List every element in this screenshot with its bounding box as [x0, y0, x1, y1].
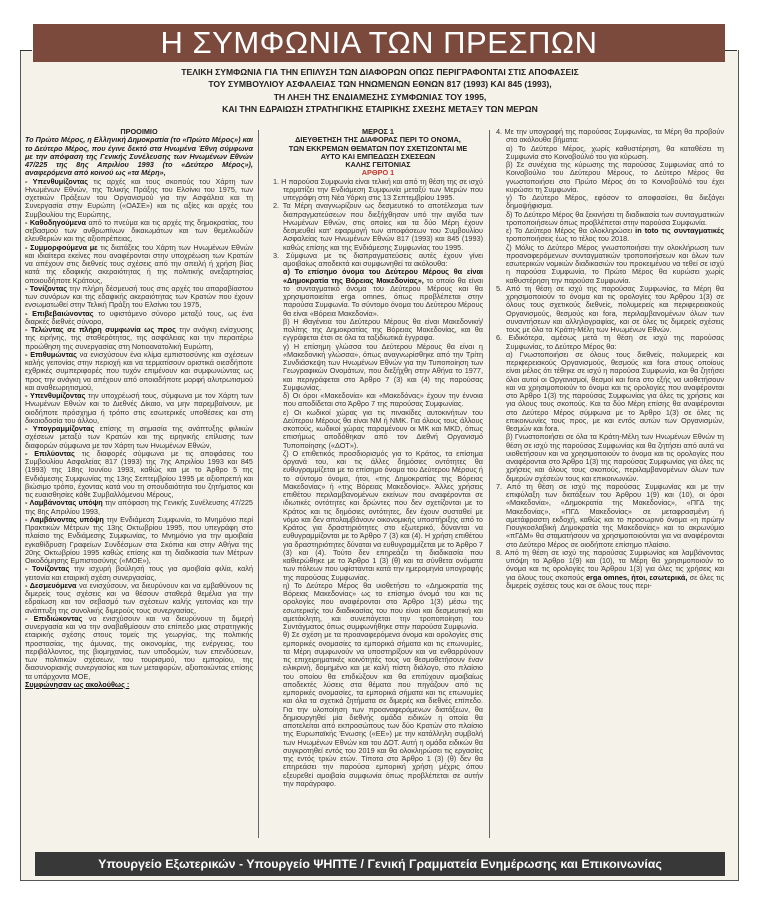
part-heading: ΚΑΛΗΣ ΓΕΙΤΟΝΙΑΣ [345, 160, 411, 169]
subtitle-line: ΚΑΙ ΤΗΝ ΕΔΡΑΙΩΣΗ ΣΤΡΑΤΗΓΙΚΗΣ ΕΤΑΙΡΙΚΗΣ ΣΧΕΣΗΣ ΜΕΤΑΞΥ ΤΩΝ ΜΕΡΩΝ [222, 104, 538, 115]
subtitle-line: ΤΟΥ ΣΥΜΒΟΥΛΙΟΥ ΑΣΦΑΛΕΙΑΣ ΤΩΝ ΗΝΩΜΕΝΩΝ ΕΘΝΩΝ 817 (1993) ΚΑΙ 845 (1993), [208, 79, 552, 90]
preamble-clause [25, 392, 253, 425]
preamble-clause [25, 351, 253, 392]
clause-lead: - Τονίζοντας [25, 564, 70, 574]
article-item: 4. Με την υπογραφή της παρούσας Συμφωνίας, τα Μέρη θα προβούν στα ακόλουθα βήματα: [496, 127, 724, 145]
preamble-clause [25, 219, 253, 244]
clause-text: την ανάγκη ενίσχυσης της ειρήνης, της σταθερότητας, της ασφάλειας και την περαιτέρω προώθηση της συνεργασίας στη Νοτιοανατολική Ευρώπη, [25, 325, 253, 351]
agreed-statement: Συμφώνησαν ως ακολούθως : [25, 679, 130, 689]
clause-text: τις αρχές και τους σκοπούς του Χάρτη των Ηνωμένων Εθνών, της Τελικής Πράξης του Ελσίνκι του 1975, των σχετικών Πράξεων του Οργανισμού για την Ασφάλεια και τη Συνεργασία στην Ευρώπη («ΟΑΣΕ») και τις αξίες και αρχές του Συμβουλίου της Ευρώπης, [25, 176, 253, 219]
article-subitem [273, 268, 483, 318]
clause-lead: - Συμμορφούμενα με [25, 242, 98, 252]
subitem-text: το οποίο θα είναι το συνταγματικό όνομα του Δεύτερου Μέρους και θα χρησιμοποιείται erga omnes, όπως προβλέπεται στην παρούσα Συμφωνία. Το σύντομο όνομα του Δεύτερου Μέρους θα είναι «Βόρεια Μακεδονία». [283, 275, 483, 318]
article-subitem: γ) Η επίσημη γλώσσα του Δεύτερου Μέρους θα είναι η «Μακεδονική γλώσσα», όπως αναγνωρίσθηκε από την Τρίτη Συνδιάσκεψη των Ηνωμένων Εθνών για την Τυποποίηση των Γεωγραφικών Ονομάτων, που διεξήχθη στην Αθήνα το 1977, και περιγράφεται στο Άρθρο 7 (3) και (4) της παρούσας Συμφωνίας. [283, 341, 483, 392]
article-subitem: η) Το Δεύτερο Μέρος θα υιοθετήσει το «Δημοκρατία της Βόρειας Μακεδονίας» ως το επίσημο όνομά του και τις ορολογίες που αναφέρονται στο Άρθρο 1(3) μέσω της εσωτερικής του διαδικασίας του που είναι και δεσμευτική και αμετάκλητη, και συνεπάγεται την τροποποίηση του Συντάγματος όπως συμφωνήθηκε στην παρούσα Συμφωνία. [283, 580, 483, 631]
article-item: 7. Από τη θέση σε ισχύ της παρούσας Συμφωνίας και με την επιφύλαξη των διατάξεων του Άρθρου 1(9) και (10), οι όροι «Μακεδονία», «Δημοκρατία της Μακεδονίας», «ΠΓΔ της Μακεδονίας», «ΠΓΔ Μακεδονίας» σε μεταφρασμένη ή αμετάφραστη εκδοχή, καθώς και το προσωρινό όνομα «η πρώην Γιουγκοσλαβική Δημοκρατία της Μακεδονίας» και το ακρωνύμιο «πΓΔΜ» θα σταματήσουν να χρησιμοποιούνται για να αναφέρονται στο Δεύτερο Μέρος σε οιοδήποτε επίσημο πλαίσιο. [496, 481, 724, 549]
article-subitem: β) Σε συνέχεια της κύρωσης της παρούσας Συμφωνίας από το Κοινοβούλιο του Δεύτερου Μέρους, το Δεύτερο Μέρος θα γνωστοποιήσει στο Πρώτο Μέρος ότι το Κοινοβούλιό του έχει κυρώσει τη Συμφωνία. [506, 160, 724, 194]
article-subitem: γ) Το Δεύτερο Μέρος, εφόσον το αποφασίσει, θα διεξάγει δημοψήφισμα. [506, 193, 724, 211]
clause-lead: - Τελώντας σε πλήρη συμφωνία ως προς [25, 325, 176, 334]
part-heading: ΜΕΡΟΣ 1 [362, 127, 394, 136]
subitem-text: τροποποιήσεις έως το τέλος του 2018. [506, 234, 630, 244]
preamble-clause [25, 499, 253, 516]
clause-lead: - Επιλύοντας [25, 448, 75, 458]
preamble-column [25, 128, 253, 689]
part-heading: ΔΙΕΥΘΕΤΗΣΗ ΤΗΣ ΔΙΑΦΟΡΑΣ ΠΕΡΙ ΤΟ ΟΝΟΜΑ, [295, 135, 461, 145]
item-text: 8. Από τη θέση σε ισχύ της παρούσας Συμφωνίας και λαμβάνοντας υπόψη το Άρθρο 1(9) και (10), τα Μέρη θα χρησιμοποιούν το όνομα και τις ορολογίες του Άρθρου 1(3) για όλες τις χρήσεις και για όλους τους σκοπούς [496, 547, 724, 582]
clause-text: την υποχρέωσή τους, σύμφωνα με τον Χάρτη των Ηνωμένων Εθνών και το Διεθνές Δίκαιο, να μην παρεμβαίνουν, με οιοδήποτε πρόσχημα ή τρόπο στις εσωτερικές υποθέσεις και στη δικαιοδοσία του άλλου, [25, 391, 253, 425]
preamble-clause [25, 565, 253, 582]
clause-lead: - Καθοδηγούμενα [25, 217, 86, 227]
subitem-bold: in toto τις συνταγματικές [635, 226, 724, 235]
article-item: 2. Τα Μέρη αναγνωρίζουν ως δεσμευτικό το αποτέλεσμα των διαπραγματεύσεων που διεξήχθησαν υπό την αιγίδα των Ηνωμένων Εθνών, στις οποίες και τα δύο Μέρη έχουν δεσμευθεί κατ' εφαρμογή των αποφάσεων του Συμβουλίου Ασφαλείας των Ηνωμένων Εθνών 817 (1993) και 845 (1993) καθώς επίσης και της Ενδιάμεσης Συμφωνίας του 1995. [273, 201, 483, 252]
article-subitem: ζ) Μόλις το Δεύτερο Μέρος γνωστοποιήσει την ολοκλήρωση των προαναφερόμενων συνταγματικών τροποποιήσεων και όλων των εσωτερικών νομικών διαδικασιών του προκειμένου να τεθεί σε ισχύ η παρούσα Συμφωνία, το Πρώτο Μέρος θα κυρώσει χωρίς καθυστέρηση την παρούσα Συμφωνία. [506, 242, 724, 285]
column-divider [489, 130, 490, 838]
part1-column [273, 128, 483, 788]
part-heading: ΑΥΤΟ ΚΑΙ ΕΜΠΕΔΩΣΗ ΣΧΕΣΕΩΝ [320, 151, 436, 161]
clause-lead: - Λαμβάνοντας υπόψη [25, 514, 104, 524]
preamble-clause [25, 178, 253, 219]
clause-lead: - Επιβεβαιώνοντας [25, 308, 94, 318]
frame-corner-left [20, 50, 32, 51]
preamble-clause [25, 615, 253, 681]
clause-text: τις διαφορές σύμφωνα με τις αποφάσεις του Συμβουλίου Ασφαλείας 817 (1993) της 7ης Απριλίου 1993 και 845 (1993) της 18ης Ιουνίου 1993, καθώς και με το Άρθρο 5 της Ενδιάμεσης Συμφωνίας της 13ης Σεπτεμβρίου 1995 με αξιοπρεπή και βιώσιμο τρόπο, έχοντας κατά νου τη σπουδαιότητα του ζητήματος και τις ευαισθησίες κάθε Συμβαλλόμενου Μέρους, [25, 448, 253, 499]
clause-text: το υφιστάμενο σύνορο μεταξύ τους, ως ένα διαρκές διεθνές σύνορο, [25, 308, 253, 326]
preamble-clause [25, 425, 253, 450]
clause-text: την απόφαση της Γενικής Συνέλευσης 47/225 της 8ης Απριλίου 1993, [25, 498, 253, 516]
clause-text: να ενισχύσουν ένα κλίμα εμπιστοσύνης και σχέσεων καλής γειτονίας στην περιοχή και να τερματίσουν οριστικά οιεσδήποτε εχθρικές συμπεριφορές που τυχόν επιμένουν και συμφωνώντας ως προς την ανάγκη να απέχουν από οποιαδήποτε μορφή αλυτρωτισμού και αναθεωρητισμού, [25, 349, 253, 392]
clause-text: να ενισχύσουν και να διευρύνουν τη διμερή συνεργασία και να την αναβαθμίσουν στο επίπεδο μιας στρατηγικής εταιρικής σχέσης στους τομείς της γεωργίας, της πολιτικής προστασίας, της άμυνας, της οικονομίας, της ενέργειας, του περιβάλλοντος, της βιομηχανίας, των υποδομών, των επενδύσεων, των πολιτικών σχέσεων, του τουρισμού, του εμπορίου, της διασυνοριακής συνεργασίας και των μεταφορών, αξιοποιώντας επίσης τα υπάρχοντα ΜΟΕ, [25, 613, 254, 681]
clause-lead: - Υπενθυμίζοντας [25, 176, 89, 186]
footer-ministries: Υπουργείο Εξωτερικών - Υπουργείο ΨΗΠΤΕ / Γενική Γραμματεία Ενημέρωσης και Επικοινωνίας [35, 852, 725, 876]
clause-lead: - Δεσμευόμενα [25, 580, 77, 590]
article-item: 5. Από τη θέση σε ισχύ της παρούσας Συμφωνίας, τα Μέρη θα χρησιμοποιούν το όνομα και τις ορολογίες του Άρθρου 1(3) σε όλους τους σχετικούς διεθνείς, πολυμερείς και περιφερειακούς Οργανισμούς, θεσμούς και fora, περιλαμβανομένων όλων των συναντήσεων και αλληλογραφίας, και σε όλες τις διμερείς σχέσεις τους με όλα τα Κράτη-Μέλη των Ηνωμένων Εθνών. [496, 283, 724, 334]
clause-lead: - Λαμβάνοντας υπόψη [25, 498, 103, 508]
document-subtitle [40, 66, 720, 116]
preamble-clause [25, 310, 253, 327]
clause-lead: - Επιδιώκοντας [25, 613, 83, 623]
preamble-clause [25, 582, 253, 615]
article-subitem: β) Η ιθαγένεια του Δεύτερου Μέρους θα είναι Μακεδονική/πολίτης της Δημοκρατίας της Βόρειας Μακεδονίας, και θα εγγράφεται έτσι σε όλα τα ταξιδιωτικά έγγραφα. [283, 316, 483, 343]
column-divider [258, 130, 259, 838]
article-subitem: α) Το Δεύτερο Μέρος, χωρίς καθυστέρηση, θα καταθέσει τη Συμφωνία στο Κοινοβούλιό του για κύρωση. [506, 143, 724, 161]
article-subitem: δ) Το Δεύτερο Μέρος θα ξεκινήσει τη διαδικασία των συνταγματικών τροποποιήσεων όπως προβλέπεται στην παρούσα Συμφωνία. [506, 209, 724, 227]
article-subitem: δ) Οι όροι «Μακεδονία» και «Μακεδόνας» έχουν την έννοια που αποδίδεται στο Άρθρο 7 της παρούσας Συμφωνίας. [283, 391, 483, 409]
clause-text: την πλήρη δέσμευσή τους στις αρχές του απαραβίαστου των συνόρων και της εδαφικής ακεραιότητας των Κρατών που έχουν ενσωματωθεί στην Τελική Πράξη του Ελσίνκι του 1975, [25, 283, 253, 310]
clause-lead: - Υπενθυμίζοντας [25, 391, 86, 400]
part-heading: ΤΩΝ ΕΚΚΡΕΜΩΝ ΘΕΜΑΤΩΝ ΠΟΥ ΣΧΕΤΙΖΟΝΤΑΙ ΜΕ [288, 143, 468, 153]
item-bold: erga omnes, ήτοι, εσωτερικά, [585, 572, 688, 582]
page-title: Η ΣΥΜΦΩΝΙΑ ΤΩΝ ΠΡΕΣΠΩΝ [33, 24, 725, 62]
article-subitem: β) Γνωστοποιήσει σε όλα τα Κράτη-Μέλη των Ηνωμένων Εθνών τη θέση σε ισχύ της παρούσας Συμφωνίας και θα ζητήσει από αυτά να υιοθετήσουν και να χρησιμοποιούν το όνομα και τις ορολογίες που αναφέρονται στο Άρθρο 1(3) της παρούσας Συμφωνίας για όλες τις χρήσεις και όλους τους σκοπούς, περιλαμβανομένων όλων των διμερών σχέσεών τους και επικοινωνιών. [506, 432, 724, 483]
article-item: 3. Σύμφωνα με τις διαπραγματεύσεις αυτές έχουν γίνει αμοιβαίως αποδεκτά και συμφωνηθεί τα ακόλουθα: [273, 250, 483, 268]
preamble-heading: ΠΡΟΟΙΜΙΟ [120, 127, 158, 136]
article-heading: ΑΡΘΡΟ 1 [361, 168, 395, 178]
article-item: 1. Η παρούσα Συμφωνία είναι τελική και από τη θέση της σε ισχύ τερματίζει την Ενδιάμεση Συμφωνία μεταξύ των Μερών που υπεγράφη στη Νέα Υόρκη στις 13 Σεπτεμβρίου 1995. [273, 176, 483, 202]
clause-text: επίσης τη σημασία της ανάπτυξης φιλικών σχέσεων μεταξύ των Κρατών και της ειρηνικής επίλυσης των διαφορών σύμφωνα με τον Χάρτη των Ηνωμένων Εθνών, [25, 424, 253, 450]
frame-corner-right [725, 50, 737, 51]
clause-text: να ενισχύσουν, να διευρύνουν και να εμβαθύνουν τις διμερείς τους σχέσεις και να θέσουν σταθερά θεμέλια για την εδραίωση και τον σεβασμό των σχέσεων καλής γειτονίας και την ανάπτυξη της συνολικής διμερούς τους συνεργασίας, [25, 580, 253, 615]
article-item [496, 549, 724, 590]
subtitle-line: ΤΗ ΛΗΞΗ ΤΗΣ ΕΝΔΙΑΜΕΣΗΣ ΣΥΜΦΩΝΙΑΣ ΤΟΥ 1995, [273, 91, 487, 102]
subtitle-line: ΤΕΛΙΚΗ ΣΥΜΦΩΝΙΑ ΓΙΑ ΤΗΝ ΕΠΙΛΥΣΗ ΤΩΝ ΔΙΑΦΟΡΩΝ ΟΠΩΣ ΠΕΡΙΓΡΑΦΟΝΤΑΙ ΣΤΙΣ ΑΠΟΦΑΣΕΙΣ [181, 67, 579, 77]
article-subitem: ζ) Ο επιθετικός προσδιορισμός για το Κράτος, τα επίσημα όργανά του, και τις άλλες δημόσιες οντότητες θα ευθυγραμμίζεται με το επίσημο όνομα του Δεύτερου Μέρους ή το σύντομο όνομα, ήτοι, «της Δημοκρατίας της Βόρειας Μακεδονίας» ή «της Βόρειας Μακεδονίας». Άλλες χρήσεις επιθέτου περιλαμβανομένων εκείνων που αναφέρονται σε ιδιωτικές οντότητες και δρώντες που δεν σχετίζονται με το Κράτος και τις δημόσιες οντότητες, δεν έχουν συσταθεί με νόμο και δεν απολαμβάνουν οικονομικής υποστήριξης από το Κράτος για δραστηριότητες στο εξωτερικό, δύνανται να ευθυγραμμίζονται με το Άρθρο 7 (3) και (4). Η χρήση επιθέτου για δραστηριότητες δύναται να ευθυγραμμίζεται με το Άρθρο 7 (3) και (4). Τούτο δεν επηρεάζει τη διαδικασία που καθιερώθηκε με το Άρθρο 1 (3) (θ) και τα σύνθετα ονόματα των πόλεων που υφίστανται κατά την ημερομηνία υπογραφής της παρούσας Συμφωνίας. [283, 448, 483, 582]
article-item: 6. Ειδικότερα, αμέσως μετά τη θέση σε ισχύ της παρούσας Συμφωνίας, το Δεύτερο Μέρος θα: [496, 333, 724, 351]
clause-lead: - Επιθυμώντας [25, 349, 77, 359]
clause-text: την Ενδιάμεση Συμφωνία, το Μνημόνιο περί Πρακτικών Μέτρων της 13ης Οκτωβρίου 1995, που υπεγράφη στο πλαίσιο της Ενδιάμεσης Συμφωνίας, το Μνημόνιο για την αμοιβαία εγκαθίδρυση Γραφείων Συνδέσμων στα Σκόπια και στην Αθήνα της 20ης Οκτωβρίου 1995 καθώς επίσης και τη διαδικασία των Μέτρων Οικοδόμησης Εμπιστοσύνης («ΜΟΕ»), [25, 514, 253, 565]
clause-text: τις διατάξεις του Χάρτη των Ηνωμένων Εθνών και ιδιαίτερα εκείνες που αναφέρονται στην υποχρέωση των Κρατών να απέχουν στις διεθνείς τους σχέσεις από την απειλή ή χρήση βίας κατά της εδαφικής ακεραιότητας ή της πολιτικής ανεξαρτησίας οποιουδήποτε Κράτους, [25, 242, 253, 285]
preamble-clause [25, 450, 253, 500]
preamble-clause [25, 285, 253, 310]
article-subitem: θ) Σε σχέση με τα προαναφερόμενα όνομα και ορολογίες στις εμπορικές ονομασίες τα εμπορικά σήματα και τις επωνυμίες, τα Μέρη συμφωνούν να υποστηρίξουν και να ενθαρρύνουν τις επιχειρηματικές κοινότητές τους να θεσμοθετήσουν έναν ειλικρινή, δομημένο και με καλή πίστη διάλογο, στο πλαίσιο του οποίου θα επιδιώξουν και θα επιτύχουν αμοιβαίως αποδεκτές λύσεις στα θέματα που πηγάζουν από τις εμπορικές ονομασίες, τα εμπορικά σήματα και τις επωνυμίες και όλα τα σχετικά ζητήματα σε διμερές και διεθνές επίπεδο. Για την υλοποίηση των προαναφερόμενων διατάξεων, θα δημιουργηθεί μία διεθνής ομάδα ειδικών η οποία θα αποτελείται από εκπροσώπους των δύο Κρατών στο πλαίσιο της Ευρωπαϊκής Ένωσης («ΕΕ») με την κατάλληλη συμβολή των Ηνωμένων Εθνών και του ΔΟΤ. Αυτή η ομάδα ειδικών θα συγκροτηθεί εντός του 2019 και θα ολοκληρώσει τις εργασίες της εντός τριών ετών. Τίποτα στο Άρθρο 1 (3) (θ) δεν θα επηρεάσει την παρούσα εμπορική χρήση μέχρις όπου εξευρεθεί αμοιβαία συμφωνία όπως προβλέπεται σε αυτήν την παράγραφο. [283, 630, 483, 788]
preamble-clause [25, 244, 253, 285]
subitem-text: ε) Το Δεύτερο Μέρος θα ολοκληρώσει [506, 226, 636, 235]
preamble-clause [25, 326, 253, 351]
item-text: σε όλες τις διμερείς σχέσεις τους και σε όλους τους περι- [506, 572, 724, 590]
clause-text: από το πνεύμα και τις αρχές της δημοκρατίας, του σεβασμού των ανθρωπίνων δικαιωμάτων και των θεμελιωδών ελευθεριών και της αξιοπρέπειας, [25, 217, 253, 244]
article-subitem: ε) Οι κωδικοί χώρας για τις πινακίδες αυτοκινήτων του Δεύτερου Μέρους θα είναι NM ή NMK. Για όλους τους άλλους σκοπούς, κωδικοί χώρας παραμένουν οι MK και MKD, όπως επισήμως αποδόθηκαν από τον Διεθνή Οργανισμό Τυποποίησης («ΔΟΤ»). [283, 407, 483, 450]
preamble-intro: Το Πρώτο Μέρος, η Ελληνική Δημοκρατία (το «Πρώτο Μέρος») και το Δεύτερο Μέρος, που έγινε δεκτό στα Ηνωμένα Έθνη σύμφωνα με την απόφαση της Γενικής Συνέλευσης των Ηνωμένων Εθνών 47/225 της 8ης Απριλίου 1993 (το «Δεύτερο Μέρος»), αναφερόμενα από κοινού ως «τα Μέρη», [25, 135, 253, 178]
clause-text: την ισχυρή βούλησή τους για αμοιβαία φιλία, καλή γειτονία και εταιρική σχέση συνεργασίας, [25, 564, 253, 582]
clause-lead: - Υπογραμμίζοντας [25, 424, 95, 433]
article-subitem: α) Γνωστοποιήσει σε όλους τους διεθνείς, πολυμερείς και περιφερειακούς Οργανισμούς, θεσμούς και fora στους οποίους είναι μέλος ότι τέθηκε σε ισχύ η παρούσα Συμφωνία, και θα ζητήσει όλοι αυτοί οι Οργανισμοί, θεσμοί και fora στο εξής να υιοθετήσουν και να χρησιμοποιούν το όνομα και τις ορολογίες που αναφέρονται στο Άρθρο 1(3) της παρούσας Συμφωνίας για όλες τις χρήσεις και για όλους τους σκοπούς. Και τα δύο Μέρη επίσης θα αναφέρονται στο Δεύτερο Μέρος σύμφωνα με το Άρθρο 1(3) σε όλες τις επικοινωνίες τους προς, με και εντός αυτών των Οργανισμών, θεσμών και fora. [506, 349, 724, 433]
preamble-clause [25, 516, 253, 566]
clause-lead: - Τονίζοντας [25, 283, 68, 293]
official-name-lead: α) Το επίσημο όνομα του Δεύτερου Μέρους θα είναι «Δημοκρατία της Βόρειας Μακεδονίας», [283, 267, 483, 285]
article-subitem [496, 227, 724, 244]
part1-continued-column [496, 128, 724, 590]
